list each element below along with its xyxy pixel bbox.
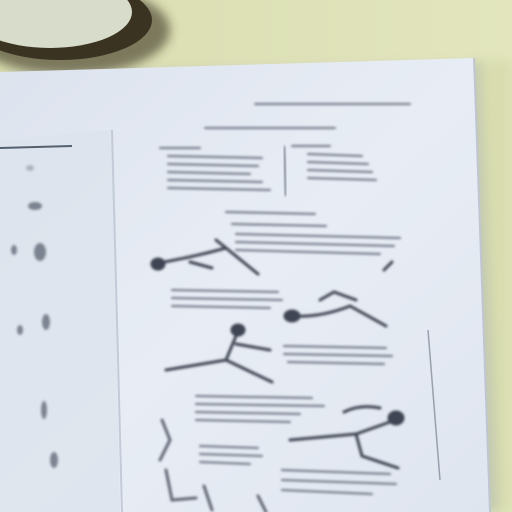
paper-left-strip: [0, 130, 120, 512]
worksheet-paper: [0, 58, 498, 512]
